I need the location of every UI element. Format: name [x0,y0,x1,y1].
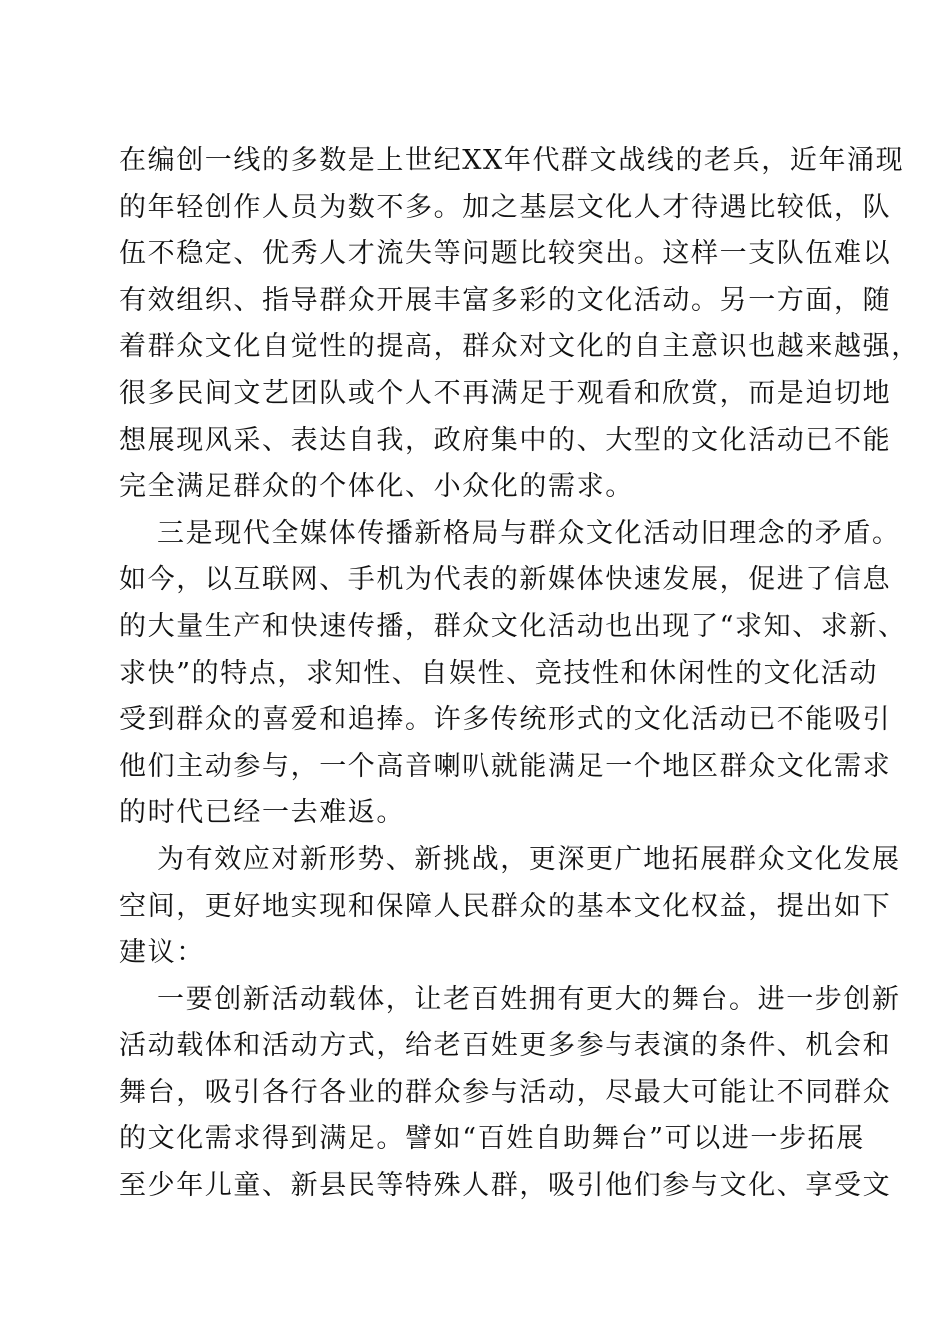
text-line: 活动载体和活动方式，给老百姓更多参与表演的条件、机会和 [119,1030,892,1062]
paragraph-suggestions-intro [119,837,901,977]
text-line: 至少年儿童、新县民等特殊人群，吸引他们参与文化、享受文 [119,1170,892,1202]
text-line: 求快”的特点，求知性、自娱性、竞技性和休闲性的文化活动 [119,657,879,689]
text-line: 的文化需求得到满足。譬如“百姓自助舞台”可以进一步拓展 [119,1123,865,1155]
paragraph-suggestion-one [119,977,901,1210]
text-line: 伍不稳定、优秀人才流失等问题比较突出。这样一支队伍难以 [119,238,892,270]
text-line: 三是现代全媒体传播新格局与群众文化活动旧理念的矛盾。 [157,517,901,549]
paragraph-media-contradiction [119,511,907,837]
text-line: 在编创一线的多数是上世纪XX年代群文战线的老兵，近年涌现 [119,145,905,176]
text-line: 如今，以互联网、手机为代表的新媒体快速发展，促进了信息 [119,564,892,596]
text-line: 着群众文化自觉性的提高，群众对文化的自主意识也越来越强， [119,331,920,363]
paragraph-talent-shortage [119,138,920,511]
text-line: 完全满足群众的个体化、小众化的需求。 [119,471,634,503]
text-line: 的时代已经一去难返。 [119,797,405,829]
text-line: 受到群众的喜爱和追捧。许多传统形式的文化活动已不能吸引 [119,704,892,736]
text-line: 的大量生产和快速传播，群众文化活动也出现了“求知、求新、 [119,610,907,642]
text-line: 他们主动参与，一个高音喇叭就能满足一个地区群众文化需求 [119,750,892,782]
text-line: 想展现风采、表达自我，政府集中的、大型的文化活动已不能 [119,424,892,456]
text-line: 一要创新活动载体，让老百姓拥有更大的舞台。进一步创新 [157,983,901,1015]
text-line: 的年轻创作人员为数不多。加之基层文化人才待遇比较低，队 [119,191,892,223]
text-line: 空间，更好地实现和保障人民群众的基本文化权益，提出如下 [119,890,892,922]
text-line: 建议： [119,937,205,969]
text-line: 很多民间文艺团队或个人不再满足于观看和欣赏，而是迫切地 [119,377,892,409]
text-line: 为有效应对新形势、新挑战，更深更广地拓展群众文化发展 [157,843,901,875]
text-line: 有效组织、指导群众开展丰富多彩的文化活动。另一方面，随 [119,284,892,316]
text-line: 舞台，吸引各行各业的群众参与活动，尽最大可能让不同群众 [119,1076,892,1108]
document-body [119,138,920,1210]
